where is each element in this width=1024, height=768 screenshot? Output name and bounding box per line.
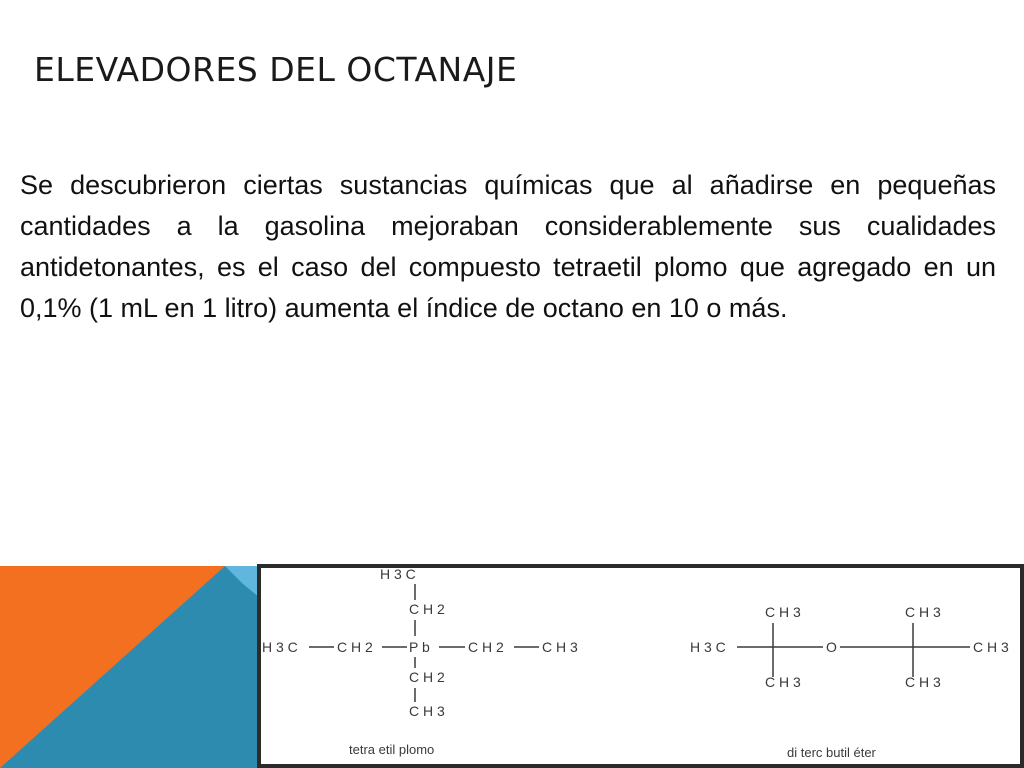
tel-left-ch2: C H 2 [337, 639, 373, 655]
slide-title: ELEVADORES DEL OCTANAJE [34, 50, 518, 89]
tel-top-ch2: C H 2 [409, 601, 445, 617]
tel-center-lead: P b [409, 639, 430, 655]
figure-frame [259, 566, 1022, 766]
ether-c1-top: C H 3 [765, 604, 801, 620]
tel-bottom-methyl: C H 3 [409, 703, 445, 719]
tel-right-ch2: C H 2 [468, 639, 504, 655]
chemical-structures-svg [257, 564, 1024, 768]
ether-left-methyl: H 3 C [690, 639, 726, 655]
tel-caption: tetra etil plomo [349, 742, 435, 757]
ether-c1-bottom: C H 3 [765, 674, 801, 690]
tel-right-methyl: C H 3 [542, 639, 578, 655]
ether-right-methyl: C H 3 [973, 639, 1009, 655]
decorative-corner-shapes [0, 566, 260, 768]
tel-bottom-ch2: C H 2 [409, 669, 445, 685]
slide-body-text: Se descubrieron ciertas sustancias químicas que al añadirse en pequeñas cantidades a la gasolina mejoraban considerablemente sus cualidades antidetonantes, es el caso del compuesto tetraetil plomo que agregado en un 0,1% (1 mL en 1 litro) aumenta el índice de octano en 10 o más. [20, 170, 996, 323]
ether-oxygen: O [826, 639, 837, 655]
chemical-structures-figure [257, 564, 1024, 768]
ether-caption: di terc butil éter [787, 745, 876, 760]
tel-top-methyl: H 3 C [380, 566, 416, 582]
tel-left-methyl: H 3 C [262, 639, 298, 655]
ether-c2-top: C H 3 [905, 604, 941, 620]
ether-c2-bottom: C H 3 [905, 674, 941, 690]
